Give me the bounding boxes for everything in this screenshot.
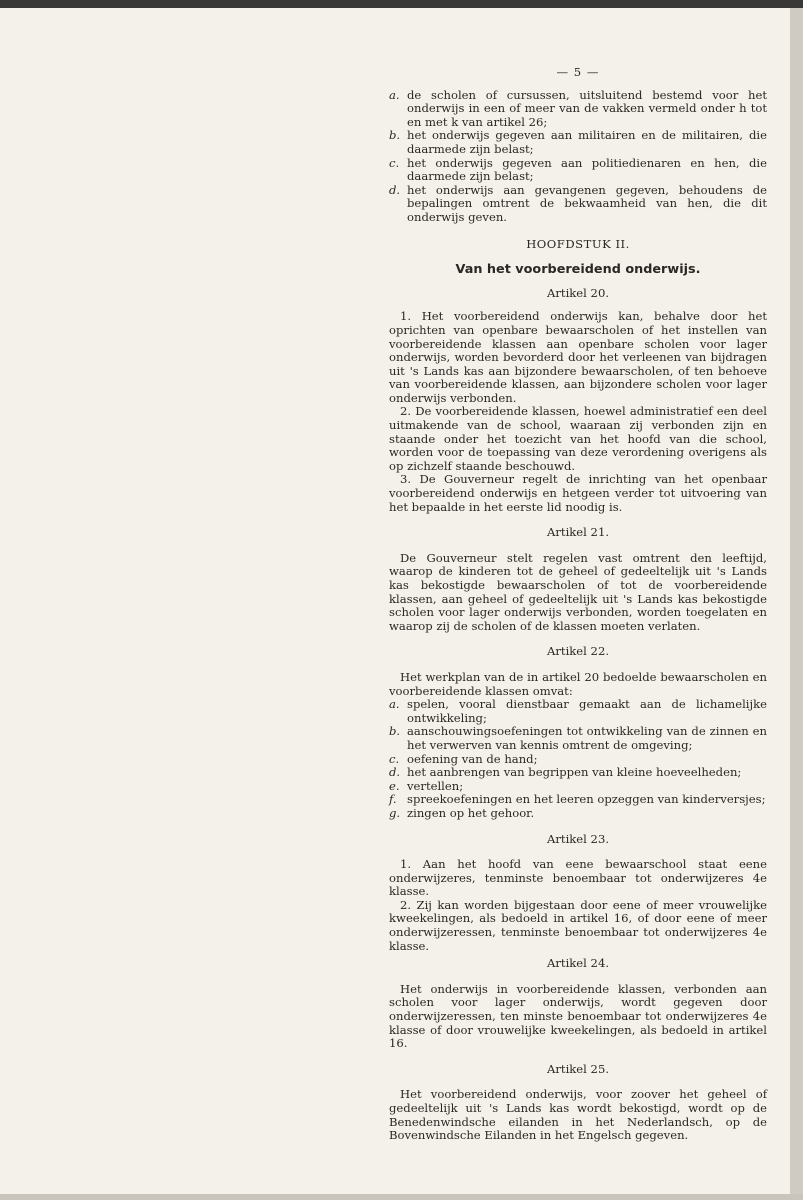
- list-label: b.: [389, 724, 401, 739]
- page-number: — 5 —: [556, 65, 600, 79]
- list-item: [389, 698, 767, 725]
- list-label: a.: [389, 87, 400, 102]
- list-text: het onderwijs gegeven aan militairen en de militairen, die daarmede zijn belast;: [407, 128, 767, 156]
- scan-top-edge: [0, 0, 803, 8]
- list-text: zingen op het gehoor.: [407, 805, 535, 820]
- article-23-para-1: 1. Aan het hoofd van eene bewaarschool staat eene onderwijzeres, tenminste benoembaar tot onderwijzeres 4e klasse.: [389, 857, 767, 899]
- list-item: [389, 753, 767, 767]
- article-25-title: Artikel 25.: [547, 1061, 609, 1076]
- list-label: f.: [389, 792, 397, 807]
- list-label: d.: [389, 765, 401, 780]
- list-label: g.: [389, 805, 401, 820]
- list-item: [389, 129, 767, 156]
- list-label: d.: [389, 182, 401, 197]
- article-22-intro: Het werkplan van de in artikel 20 bedoelde bewaarscholen en voorbereidende klassen omvat:: [389, 669, 767, 698]
- article-24-title: Artikel 24.: [547, 956, 609, 971]
- list-text: het onderwijs gegeven aan politiedienaren en hen, die daarmede zijn belast;: [407, 155, 767, 184]
- article-21-para-1: De Gouverneur stelt regelen vast omtrent den leeftijd, waarop de kinderen tot de geheel of gedeeltelijk uit 's Lands kas bekostigde bewaarscholen of tot de voorbereidende klassen, aan geheel of gedeeltelijk uit 's Lands kas bekostigde scholen voor lager onderwijs verbonden, worden toegelaten en waarop zij de scholen of de klassen moeten verlaten.: [389, 550, 767, 633]
- article-22-title: Artikel 22.: [547, 644, 609, 659]
- list-text: spelen, vooral dienstbaar gemaakt aan de lichamelijke ontwikkeling;: [407, 697, 767, 725]
- article-20-para-2: 2. De voorbereidende klassen, hoewel administratief een deel uitmakende van de school, waaraan zij verbonden zijn en staande onder het toezicht van het hoofd van die school, worden voor de toepassing van deze verordening overigens als op zichzelf staande beschouwd.: [389, 404, 767, 473]
- list-item: [389, 184, 767, 225]
- list-text: het onderwijs aan gevangenen gegeven, behoudens de bepalingen omtrent de bekwaamheid van hen, die dit onderwijs geven.: [407, 182, 767, 224]
- article-20-para-1: 1. Het voorbereidend onderwijs kan, behalve door het oprichten van openbare bewaarscholen of het instellen van voorbereidende klassen aan openbare scholen voor lager onderwijs, worden bevorderd door het verleenen van bijdragen uit 's Lands kas aan bijzondere bewaarscholen, of ten behoeve van voorbereidende klassen, aan bijzondere scholen voor lager onderwijs verbonden.: [389, 309, 767, 405]
- article-25-para-1: Het voorbereidend onderwijs, voor zoover het geheel of gedeeltelijk uit 's Lands kas wordt bekostigd, wordt op de Benedenwindsche eilanden in het Nederlandsch, op de Bovenwindsche Eilanden in het Engelsch gegeven.: [389, 1087, 767, 1143]
- list-item: [389, 725, 767, 752]
- list-item: [389, 780, 767, 794]
- article-23-title: Artikel 23.: [547, 831, 609, 846]
- intro-list: [389, 89, 767, 225]
- list-text: spreekoefeningen en het leeren opzeggen van kinderversjes;: [407, 792, 766, 807]
- text-column: [389, 66, 767, 1143]
- list-text: aanschouwingsoefeningen tot ontwikkeling van de zinnen en het verwerven van kennis omtrent de omgeving;: [407, 724, 767, 752]
- article-21-title: Artikel 21.: [547, 525, 609, 540]
- list-item: [389, 807, 767, 821]
- scan-right-edge: [790, 8, 803, 1200]
- scan-bottom-edge: [0, 1194, 803, 1200]
- list-label: a.: [389, 697, 400, 712]
- list-item: [389, 157, 767, 184]
- article-20-title: Artikel 20.: [547, 285, 609, 300]
- article-23-para-2: 2. Zij kan worden bijgestaan door eene of meer vrouwelijke kweekelingen, als bedoeld in artikel 16, of door eene of meer onderwijzeressen, tenminste benoembaar tot onderwijzeres 4e klasse.: [389, 897, 767, 953]
- list-label: e.: [389, 778, 400, 793]
- list-text: het aanbrengen van begrippen van kleine hoeveelheden;: [407, 765, 742, 780]
- article-22-list: [389, 698, 767, 820]
- chapter-number: HOOFDSTUK II.: [526, 236, 630, 251]
- list-item: [389, 766, 767, 780]
- list-text: oefening van de hand;: [407, 751, 538, 766]
- chapter-title: Van het voorbereidend onderwijs.: [455, 262, 701, 278]
- list-text: de scholen of cursussen, uitsluitend bestemd voor het onderwijs in een of meer van de vakken vermeld onder h tot en met k van artikel 26;: [407, 87, 767, 129]
- list-text: vertellen;: [407, 778, 464, 793]
- list-item: [389, 89, 767, 130]
- list-label: b.: [389, 128, 401, 143]
- list-label: c.: [389, 155, 400, 170]
- list-item: [389, 793, 767, 807]
- article-24-para-1: Het onderwijs in voorbereidende klassen, verbonden aan scholen voor lager onderwijs, wordt gegeven door onderwijzeressen, ten minste benoembaar tot onderwijzeres 4e klasse of door vrouwelijke kweekelingen, als bedoeld in artikel 16.: [389, 981, 767, 1051]
- list-label: c.: [389, 751, 400, 766]
- article-20-para-3: 3. De Gouverneur regelt de inrichting van het openbaar voorbereidend onderwijs en hetgeen verder tot uitvoering van het bepaalde in het eerste lid noodig is.: [389, 472, 767, 514]
